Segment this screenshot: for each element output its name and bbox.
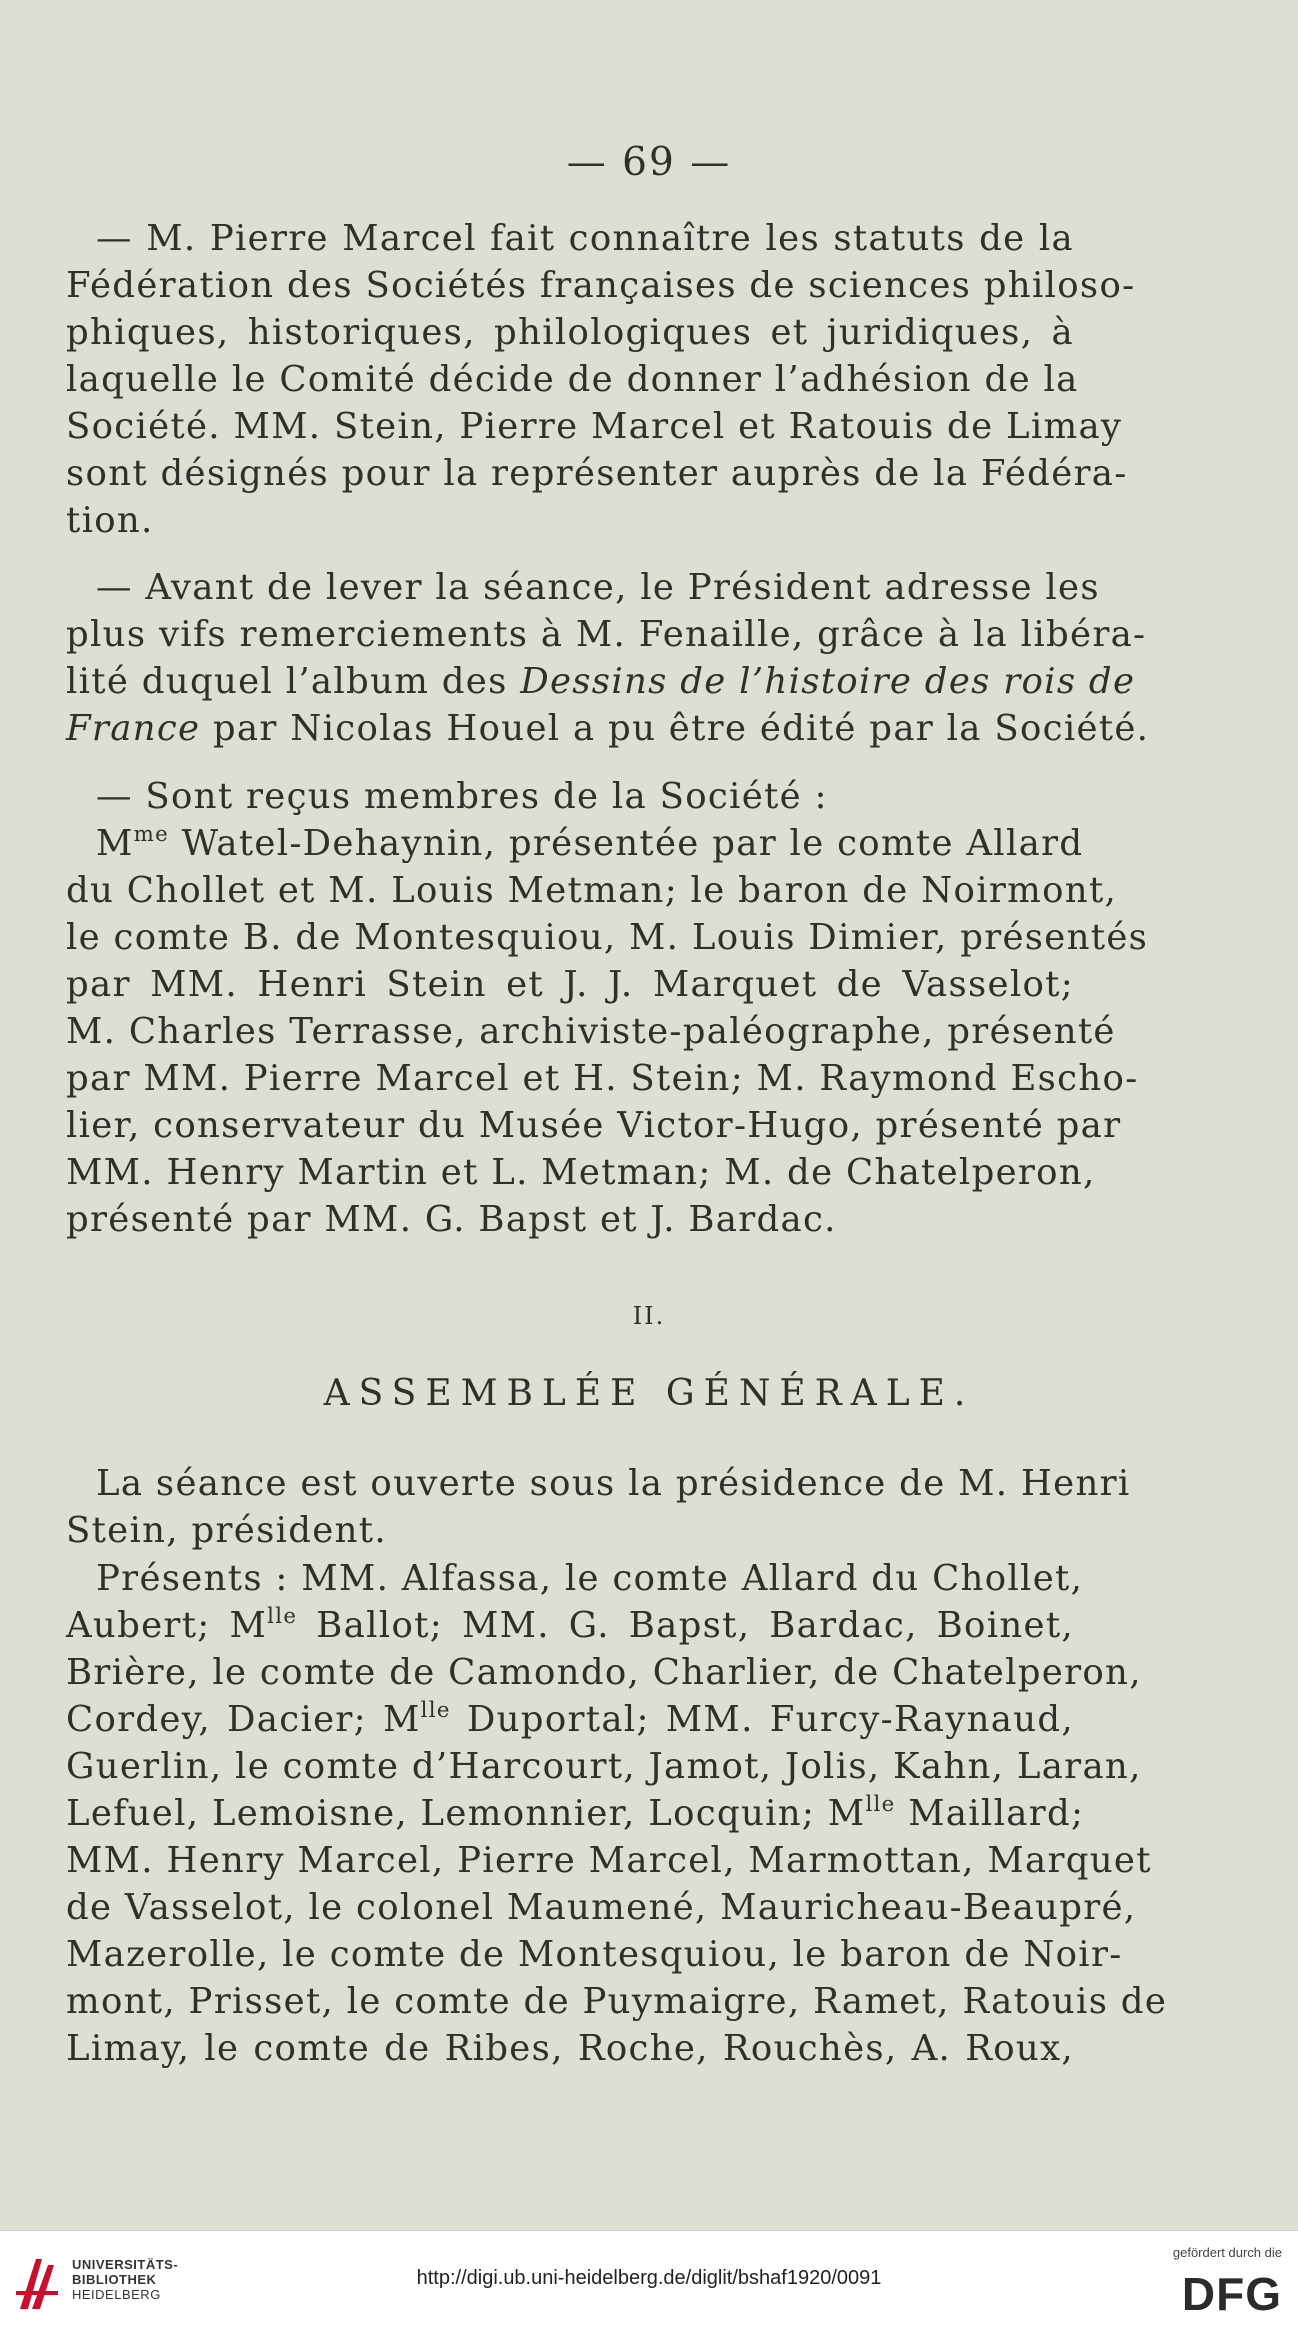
text-line: laquelle le Comité décide de donner l’adhésion de la bbox=[66, 359, 1079, 400]
viewer-footer bbox=[0, 2230, 1298, 2326]
text-line: Mazerolle, le comte de Montesquiou, le baron de Noir- bbox=[66, 1934, 1123, 1975]
section-title: ASSEMBLÉE GÉNÉRALE. bbox=[323, 1373, 975, 1414]
text-line: phiques, historiques, philologiques et juridiques, à bbox=[66, 312, 1074, 353]
text-line: présenté par MM. G. Bapst et J. Bardac. bbox=[66, 1199, 837, 1240]
title-superscript: lle bbox=[267, 1604, 298, 1630]
text-line: MM. Henry Martin et L. Metman; M. de Chatelperon, bbox=[66, 1152, 1096, 1193]
paragraph-thanks bbox=[66, 564, 1150, 752]
book-title-fragment: Dessins de l’histoire des rois de bbox=[520, 661, 1136, 702]
text-line: — M. Pierre Marcel fait connaître les statuts de la bbox=[96, 218, 1074, 259]
text-line: — Sont reçus membres de la Société : bbox=[96, 776, 828, 817]
paragraph-federation bbox=[66, 215, 1136, 544]
text-line bbox=[66, 1696, 1074, 1743]
section-number: II. bbox=[632, 1302, 666, 1330]
text-line: Limay, le comte de Ribes, Roche, Rouchès, A. Roux, bbox=[66, 2028, 1074, 2069]
text-line: du Chollet et M. Louis Metman; le baron de Noirmont, bbox=[66, 870, 1118, 911]
text-line: de Vasselot, le colonel Maumené, Mauricheau-Beaupré, bbox=[66, 1887, 1137, 1928]
text-fragment: Aubert; M bbox=[66, 1605, 268, 1646]
title-superscript: lle bbox=[865, 1792, 896, 1818]
text-line: Société. MM. Stein, Pierre Marcel et Ratouis de Limay bbox=[66, 406, 1123, 447]
title-superscript: lle bbox=[420, 1698, 451, 1724]
library-name-line: HEIDELBERG bbox=[72, 2287, 161, 2302]
page-number: — 69 — bbox=[566, 140, 732, 185]
paragraph-new-members-list bbox=[66, 820, 1149, 1243]
paragraph-attendees bbox=[66, 1555, 1168, 2072]
text-line: MM. Henry Marcel, Pierre Marcel, Marmottan, Marquet bbox=[66, 1840, 1152, 1881]
permalink-url[interactable]: http://digi.ub.uni-heidelberg.de/diglit/bshaf1920/0091 bbox=[416, 2267, 882, 2289]
text-fragment: Watel-Dehaynin, présentée par le comte Allard bbox=[169, 823, 1084, 864]
text-line: Stein, président. bbox=[66, 1510, 387, 1551]
text-line: sont désignés pour la représenter auprès de la Fédéra- bbox=[66, 453, 1128, 494]
text-line: Présents : MM. Alfassa, le comte Allard du Chollet, bbox=[96, 1558, 1084, 1599]
text-line bbox=[66, 705, 1150, 752]
text-line: le comte B. de Montesquiou, M. Louis Dimier, présentés bbox=[66, 917, 1149, 958]
text-line: lier, conservateur du Musée Victor-Hugo, présenté par bbox=[66, 1105, 1122, 1146]
text-line: — Avant de lever la séance, le Président adresse les bbox=[96, 567, 1100, 608]
dfg-logo: DFG bbox=[1181, 2268, 1282, 2320]
text-line: $M^{me}$ Watel-Dehaynin, présentée par le comte Allard bbox=[96, 822, 1084, 864]
text-line bbox=[66, 658, 1136, 705]
text-line: Fédération des Sociétés françaises de sciences philoso- bbox=[66, 265, 1136, 306]
paragraph-new-members-intro bbox=[66, 773, 1074, 820]
funding-caption: gefördert durch die bbox=[1172, 2245, 1282, 2260]
title-superscript: me bbox=[133, 822, 170, 848]
text-line: tion. bbox=[66, 500, 154, 541]
text-fragment: par Nicolas Houel a pu être édité par la Société. bbox=[200, 708, 1150, 749]
book-title-fragment: France bbox=[66, 708, 201, 749]
text-line: par MM. Henri Stein et J. J. Marquet de Vasselot; bbox=[66, 964, 1074, 1005]
text-line: Guerlin, le comte d’Harcourt, Jamot, Jolis, Kahn, Laran, bbox=[66, 1746, 1142, 1787]
text-line: mont, Prisset, le comte de Puymaigre, Ramet, Ratouis de bbox=[66, 1981, 1168, 2022]
text-fragment: Cordey, Dacier; M bbox=[66, 1699, 421, 1740]
library-name-line: UNIVERSITÄTS- bbox=[72, 2257, 179, 2272]
text-line bbox=[66, 1790, 1085, 1837]
text-fragment: Ballot; MM. G. Bapst, Bardac, Boinet, bbox=[297, 1605, 1074, 1646]
text-line: Brière, le comte de Camondo, Charlier, de Chatelperon, bbox=[66, 1652, 1142, 1693]
text-fragment: Duportal; MM. Furcy-Raynaud, bbox=[450, 1699, 1074, 1740]
library-name-line: BIBLIOTHEK bbox=[72, 2272, 157, 2287]
paragraph-session-opened bbox=[66, 1460, 1131, 1554]
text-line: La séance est ouverte sous la présidence de M. Henri bbox=[96, 1463, 1131, 1504]
text-line bbox=[66, 1602, 1074, 1649]
text-fragment: Maillard; bbox=[895, 1793, 1085, 1834]
text-line: plus vifs remerciements à M. Fenaille, grâce à la libéra- bbox=[66, 614, 1147, 655]
text-line: M. Charles Terrasse, archiviste-paléographe, présenté bbox=[66, 1011, 1116, 1052]
text-fragment: lité duquel l’album des bbox=[66, 661, 521, 702]
text-line: par MM. Pierre Marcel et H. Stein; M. Raymond Escho- bbox=[66, 1058, 1139, 1099]
text-fragment: Lefuel, Lemoisne, Lemonnier, Locquin; M bbox=[66, 1793, 866, 1834]
